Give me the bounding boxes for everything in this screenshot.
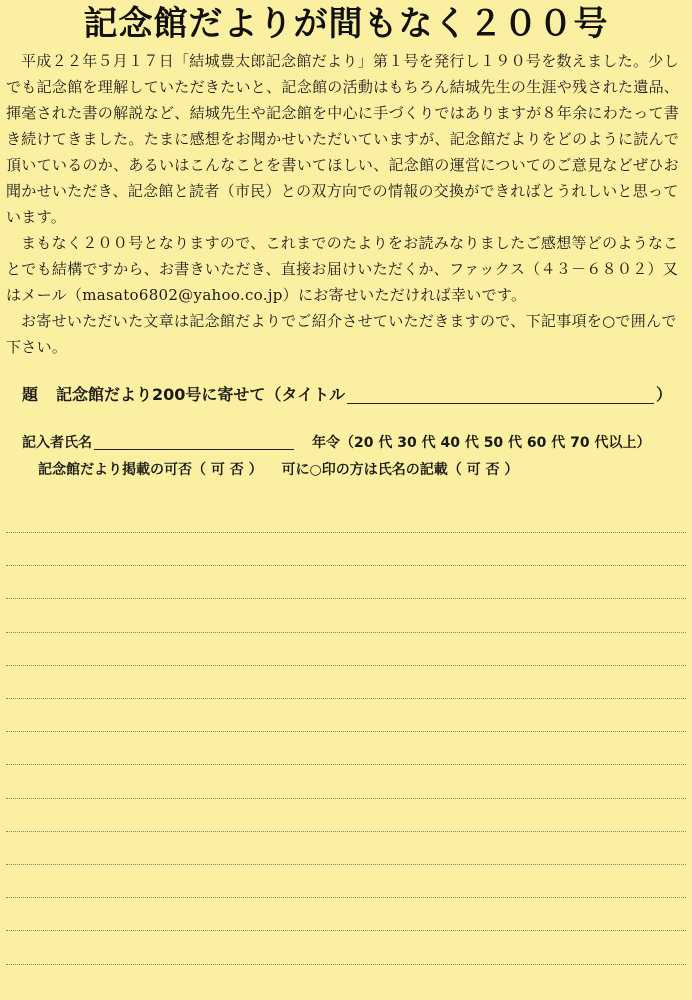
writing-line[interactable] — [6, 731, 686, 732]
publish-consent[interactable]: 記念館だより掲載の可否（ 可 否 ） — [38, 462, 263, 478]
subject-prefix: 記念館だより200号に寄せて（タイトル — [56, 385, 346, 404]
writing-line[interactable] — [6, 964, 686, 965]
paragraph-request: まもなく２００号となりますので、これまでのたよりをお読みなりましたご感想等どのようなことでも結構ですから、お書きいただき、直接お届けいただくか、ファックス（４３－６８０２）又はメール（masato6802@yahoo.co.jp）にお寄せいただければ幸いです。 — [6, 234, 679, 304]
writing-area[interactable] — [6, 0, 686, 1000]
subject-label: 題 — [22, 385, 39, 404]
paragraph-instructions: お寄せいただいた文章は記念館だよりでご紹介させていただきますので、下記事項を○で囲んで下さい。 — [6, 312, 677, 356]
writing-line[interactable] — [6, 930, 686, 931]
writing-line[interactable] — [6, 598, 686, 599]
name-label: 記入者氏名 — [22, 435, 92, 451]
writing-line[interactable] — [6, 831, 686, 832]
writing-line[interactable] — [6, 864, 686, 865]
writing-line[interactable] — [6, 565, 686, 566]
writing-line[interactable] — [6, 764, 686, 765]
writing-line[interactable] — [6, 897, 686, 898]
writing-line[interactable] — [6, 665, 686, 666]
age-options[interactable]: 年令（20 代 30 代 40 代 50 代 60 代 70 代以上） — [312, 435, 651, 451]
writing-line[interactable] — [6, 698, 686, 699]
writing-line[interactable] — [6, 532, 686, 533]
name-consent[interactable]: 可に○印の方は氏名の記載（ 可 否 ） — [281, 462, 519, 478]
paragraph-intro: 平成２２年５月１７日「結城豊太郎記念館だより」第１号を発行し１９０号を数えました。少しでも記念館を理解していただきたいと、記念館の活動はもちろん結城先生の生涯や残された遺品、揮毫された書の解説など、結城先生や記念館を中心に手づくりではありますが８年余にわたって書き続けてきました。たまに感想をお聞かせいただいていますが、記念館だよりをどのように読んで頂いているのか、あるいはこんなことを書いてほしい、記念館の運営についてのご意見などぜひお聞かせいただき、記念館と読者（市民）との双方向での情報の交換ができればとうれしいと思っています。 — [6, 52, 680, 226]
writing-line[interactable] — [6, 798, 686, 799]
page-title: 記念館だよりが間もなく２００号 — [83, 4, 609, 44]
subject-suffix: ） — [655, 385, 672, 404]
writing-line[interactable] — [6, 632, 686, 633]
